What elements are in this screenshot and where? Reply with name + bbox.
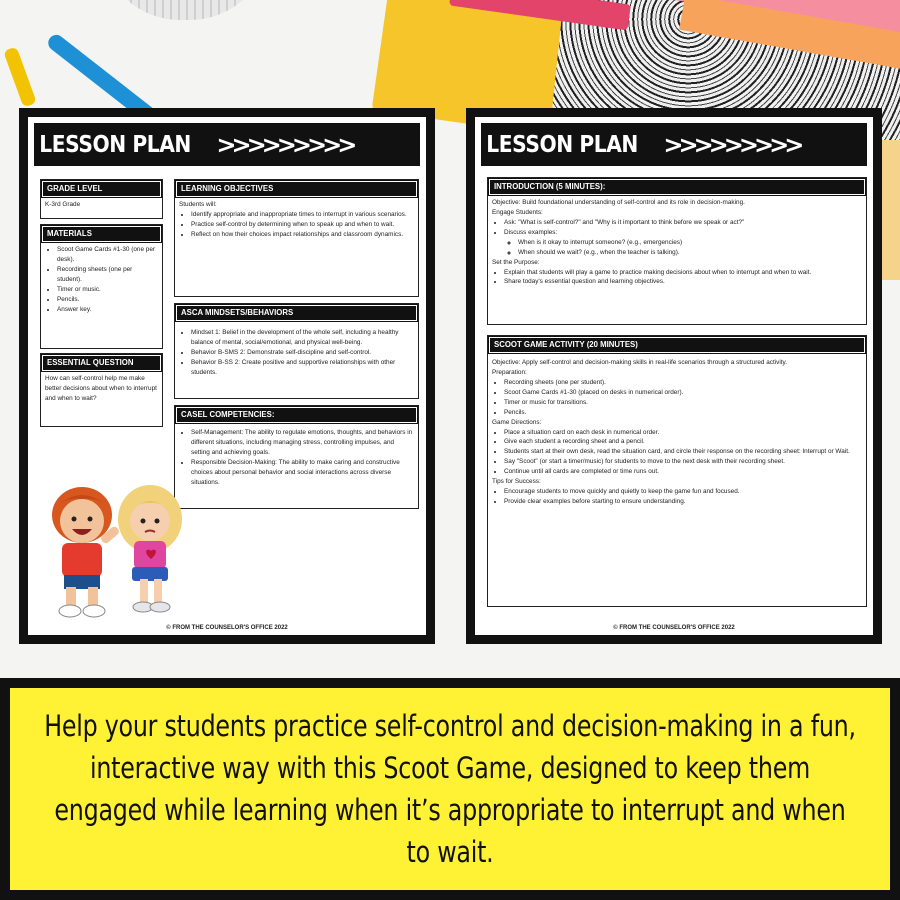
- list-item: • Explain that students will play a game to practice making decisions about when to interrupt and when to wait.: [504, 268, 862, 278]
- purpose-label: Set the Purpose:: [492, 258, 540, 266]
- list-item: • Behavior B-SS 2: Create positive and supportive relationships with other students.: [191, 358, 414, 378]
- page-header: [481, 123, 867, 166]
- lesson-plan-page-2: [466, 108, 882, 644]
- list-item: • Practice self-control by determining when to speak up and when to wait.: [191, 220, 414, 230]
- essential-question-heading: ESSENTIAL QUESTION: [42, 355, 161, 371]
- list-item: • Mindset 1: Belief in the development of the whole self, including a healthy balance of mental, social/emotional, and physical well-being.: [191, 328, 414, 348]
- list-item: • Continue until all cards are completed or time runs out.: [504, 467, 862, 477]
- list-item: • Encourage students to move quickly and quietly to keep the game fun and focused.: [504, 487, 862, 497]
- grade-level-heading: GRADE LEVEL: [42, 181, 161, 197]
- asca-heading: ASCA MINDSETS/BEHAVIORS: [176, 305, 417, 321]
- chevron-arrows-icon: >>>>>>>>>: [663, 130, 800, 159]
- scoot-activity-box: [487, 335, 867, 607]
- copyright-footer: © FROM THE COUNSELOR'S OFFICE 2022: [613, 625, 735, 631]
- list-item: • Behavior B-SMS 2: Demonstrate self-discipline and self-control.: [191, 348, 414, 358]
- list-item: • Say "Scoot" (or start a timer/music) for students to move to the next desk with their recording sheet.: [504, 457, 862, 467]
- list-item: • Share today's essential question and learning objectives.: [504, 277, 862, 287]
- page-title: LESSON PLAN: [486, 131, 638, 158]
- asca-box: [174, 303, 419, 399]
- scoot-objective: Objective: Apply self-control and decision-making skills in real-life scenarios through a structured activity.: [492, 359, 788, 367]
- list-item: • Scoot Game Cards #1-30 (placed on desks in numerical order).: [504, 388, 862, 398]
- introduction-heading: INTRODUCTION (5 MINUTES):: [489, 179, 865, 195]
- cup-decoration: [100, 0, 270, 20]
- introduction-box: [487, 177, 867, 325]
- list-item: • Students start at their own desk, read the situation card, and circle their response on the recording sheet: Interrupt or Wait.: [504, 447, 862, 457]
- list-item: • Place a situation card on each desk in numerical order.: [504, 428, 862, 438]
- list-item: • Timer or music.: [57, 285, 158, 295]
- materials-heading: MATERIALS: [42, 226, 161, 242]
- list-item: • Reflect on how their choices impact relationships and classroom dynamics.: [191, 230, 414, 240]
- tips-label: Tips for Success:: [492, 478, 541, 486]
- engage-label: Engage Students:: [492, 209, 543, 216]
- directions-label: Game Directions:: [492, 418, 542, 426]
- list-item: • Recording sheets (one per student).: [57, 265, 158, 285]
- lesson-plan-page-1: [19, 108, 435, 644]
- essential-question-text: How can self-control help me make better decisions about when to interrupt and when to wait?: [45, 375, 157, 402]
- copyright-footer: © FROM THE COUNSELOR'S OFFICE 2022: [166, 625, 288, 631]
- list-item: • Scoot Game Cards #1-30 (one per desk).: [57, 245, 158, 265]
- list-item: ◦ When is it okay to interrupt someone? (e.g., emergencies): [518, 238, 862, 248]
- page-header: [34, 123, 420, 166]
- list-item: • Timer or music for transitions.: [504, 398, 862, 408]
- list-item: • Self-Management: The ability to regulate emotions, thoughts, and behaviors in different situations, including managing stress, controlling impulses, and setting and achieving goals.: [191, 428, 414, 458]
- description-banner: [0, 678, 900, 900]
- learning-objectives-intro: Students will:: [179, 201, 217, 209]
- materials-box: [40, 224, 163, 349]
- list-item: • Responsible Decision-Making: The ability to make caring and constructive choices about personal behavior and social interactions across diverse situations.: [191, 458, 414, 488]
- preparation-label: Preparation:: [492, 369, 527, 376]
- chevron-arrows-icon: >>>>>>>>>: [216, 130, 353, 159]
- learning-objectives-box: [174, 179, 419, 297]
- list-item: ◦ When should we wait? (e.g., when the teacher is talking).: [518, 248, 862, 258]
- casel-box: [174, 405, 419, 509]
- list-item: • Identify appropriate and inappropriate times to interrupt in various scenarios.: [191, 210, 414, 220]
- list-item: • Provide clear examples before starting to ensure understanding.: [504, 497, 862, 507]
- banner-text: Help your students practice self-control and decision-making in a fun, interactive way with this Scoot Game, designed to keep them engaged while learning when it’s appropriate to interrupt and when to wait.: [44, 708, 856, 870]
- list-item: • Answer key.: [57, 305, 158, 315]
- list-item: • Pencils.: [504, 408, 862, 418]
- list-item: • Give each student a recording sheet and a pencil.: [504, 437, 862, 447]
- list-item: [504, 228, 862, 258]
- grade-level-text: K-3rd Grade: [45, 201, 81, 209]
- page-title: LESSON PLAN: [39, 131, 191, 158]
- cartoon-kids-illustration: [42, 475, 192, 625]
- scoot-activity-heading: SCOOT GAME ACTIVITY (20 MINUTES): [489, 337, 865, 353]
- learning-objectives-heading: LEARNING OBJECTIVES: [176, 181, 417, 197]
- yellow-pencil-decoration: [3, 46, 37, 107]
- discuss-label: Discuss examples:: [504, 228, 558, 236]
- banner-panel: [10, 688, 890, 890]
- list-item: • Recording sheets (one per student).: [504, 378, 862, 388]
- casel-heading: CASEL COMPETENCIES:: [176, 407, 417, 423]
- essential-question-box: [40, 353, 163, 427]
- intro-objective: Objective: Build foundational understanding of self-control and its role in decision-making.: [492, 199, 745, 207]
- grade-level-box: [40, 179, 163, 219]
- list-item: • Ask: "What is self-control?" and "Why is it important to think before we speak or act?": [504, 218, 862, 228]
- list-item: • Pencils.: [57, 295, 158, 305]
